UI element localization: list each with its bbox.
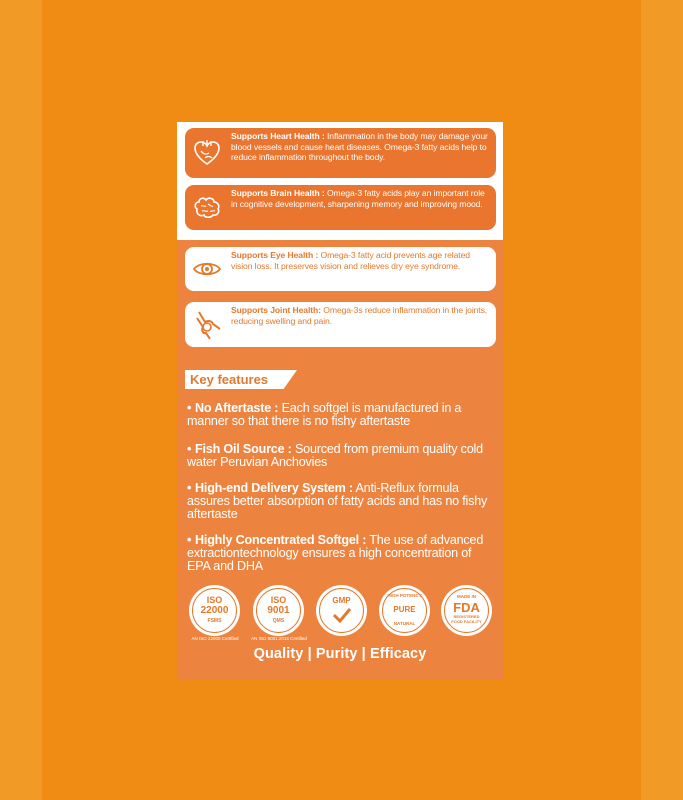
benefit-brain-health	[185, 185, 496, 230]
badge-line3: QMS	[272, 618, 285, 624]
bullet-icon: •	[187, 401, 192, 415]
high-potency-badge	[379, 585, 430, 636]
badge-line3: FSMS	[207, 618, 222, 624]
benefit-title: Supports Eye Health :	[231, 250, 319, 260]
bullet-icon: •	[187, 442, 192, 456]
benefit-eye-health	[185, 247, 496, 291]
iso-9001-badge	[253, 585, 304, 636]
benefit-heart-health	[185, 128, 496, 178]
benefit-text: Omega-3 fatty acid prevents age related vision loss. It preserves vision and relieves dry eye syndrome.	[231, 250, 470, 271]
badge-line3: REGISTERED FOOD FACILITY	[451, 614, 482, 624]
tagline: Quality | Purity | Efficacy	[253, 646, 427, 662]
feature-item	[187, 534, 497, 574]
badge-line1: ISO	[270, 595, 287, 605]
heart-icon	[191, 137, 223, 169]
bullet-icon: •	[187, 481, 192, 495]
fda-badge	[441, 585, 492, 636]
joint-icon	[191, 309, 223, 341]
brain-icon	[191, 192, 223, 224]
benefit-title: Supports Joint Health:	[231, 305, 321, 315]
badge-line2: PURE	[393, 605, 416, 614]
badge-line1: MADE IN	[457, 594, 476, 599]
benefit-text: Omega-3s reduce inflammation in the joints, reducing swelling and pain.	[231, 305, 488, 326]
badge-line2: 9001	[267, 605, 290, 616]
feature-text: Sourced from premium quality cold water Peruvian Anchovies	[187, 442, 483, 470]
badge-caption: AN ISO 22000 Certified	[191, 636, 239, 641]
badge-line3: NATURAL	[393, 621, 416, 626]
feature-item	[187, 443, 497, 469]
feature-title: No Aftertaste :	[195, 401, 279, 415]
benefit-title: Supports Heart Health :	[231, 131, 325, 141]
right-margin	[641, 0, 683, 800]
feature-item	[187, 402, 497, 428]
benefit-text: Omega-3 fatty acids play an important role in cognitive development, sharpening memory and improving mood.	[231, 188, 485, 209]
badge-line2: 22000	[200, 605, 229, 616]
feature-title: Highly Concentrated Softgel :	[195, 533, 367, 547]
benefit-text: Inflammation in the body may damage your blood vessels and cause heart diseases. Omega-3 fatty acids help to reduce inflammation throughout the body.	[231, 131, 488, 163]
feature-title: High-end Delivery System :	[195, 481, 353, 495]
bullet-icon: •	[187, 533, 192, 547]
benefit-joint-health	[185, 302, 496, 347]
feature-title: Fish Oil Source :	[195, 442, 292, 456]
gmp-badge	[316, 585, 367, 636]
badge-line1: HIGH POTENCY	[387, 593, 422, 598]
badge-line1: GMP	[332, 596, 351, 605]
checkmark-icon	[331, 606, 353, 624]
feature-text: Anti-Reflux formula assures better absorption of fatty acids and has no fishy aftertaste	[187, 481, 488, 522]
badge-line1: ISO	[206, 595, 223, 605]
feature-item	[187, 482, 497, 522]
feature-text: The use of advanced extractiontechnology ensures a high concentration of EPA and DHA	[187, 533, 484, 574]
benefit-title: Supports Brain Health :	[231, 188, 325, 198]
iso-22000-badge	[189, 585, 240, 636]
product-info-panel	[177, 122, 503, 679]
feature-text: Each softgel is manufactured in a manner so that there is no fishy aftertaste	[187, 401, 462, 429]
eye-icon	[191, 253, 223, 285]
key-features-title: Key features	[190, 372, 269, 387]
badge-line2: FDA	[453, 600, 480, 615]
left-margin	[0, 0, 42, 800]
badge-caption: AN ISO 9001:2015 Certified	[251, 636, 307, 641]
